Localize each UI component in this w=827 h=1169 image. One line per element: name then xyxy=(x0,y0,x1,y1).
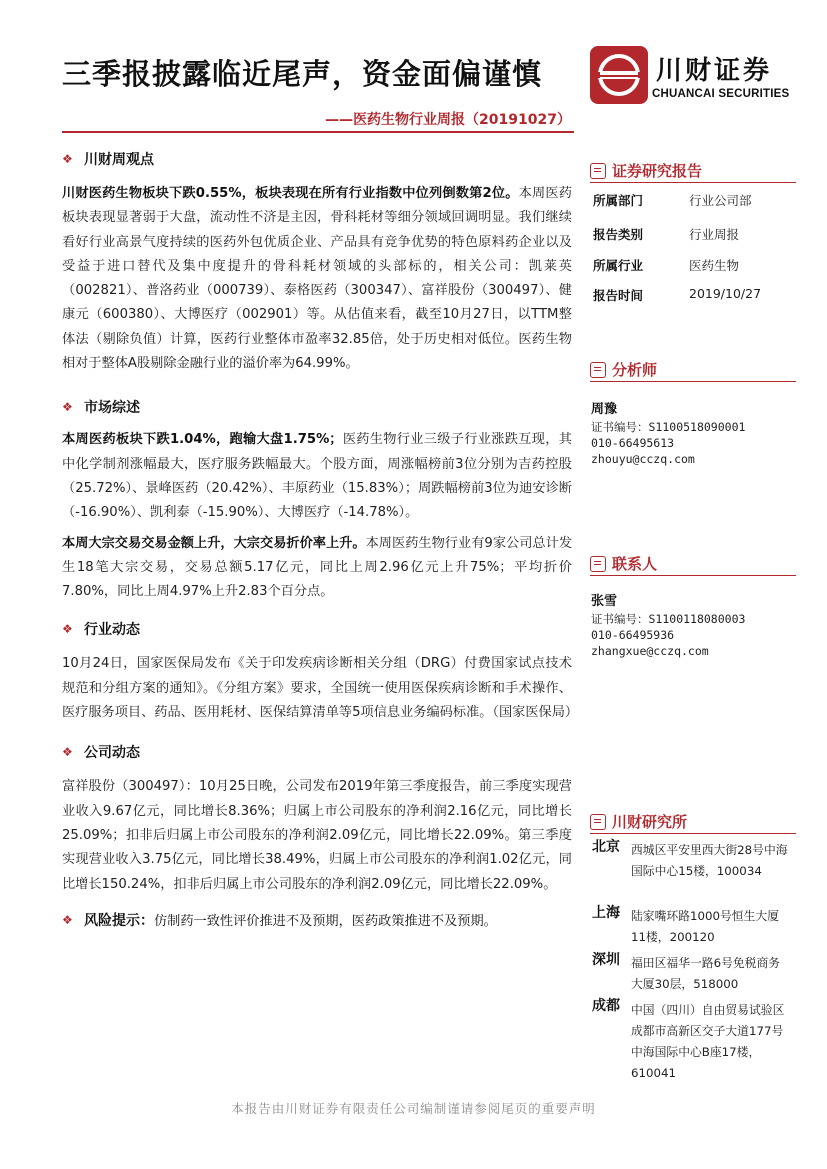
analyst-phone: 010-66495613 xyxy=(591,436,675,450)
market-paragraph-2 xyxy=(62,532,572,605)
section-title: 市场综述 xyxy=(84,400,140,417)
risk-line xyxy=(62,909,572,931)
office-city: 上海 xyxy=(592,905,620,921)
report-icon xyxy=(590,163,606,179)
office-address: 中国（四川）自由贸易试验区成都市高新区交子大道177号中海国际中心B座17楼，610041 xyxy=(631,1003,785,1080)
diamond-bullet-icon: ❖ xyxy=(62,745,73,760)
office-address: 陆家嘴环路1000号恒生大厦11楼，200120 xyxy=(631,909,779,944)
info-label: 所属部门 xyxy=(593,193,644,208)
analyst-email[interactable]: zhouyu@cczq.com xyxy=(591,452,695,466)
market-lead-1: 本周医药板块下跌1.04%，跑输大盘1.75%； xyxy=(62,432,343,448)
diamond-bullet-icon: ❖ xyxy=(62,152,73,166)
diamond-bullet-icon: ❖ xyxy=(62,912,73,927)
info-label: 所属行业 xyxy=(593,258,644,273)
institute-icon xyxy=(590,814,606,830)
analyst-icon xyxy=(590,362,606,378)
contact-icon xyxy=(590,556,606,572)
company-body: 富祥股份（300497）：10月25日晚，公司发布2019年第三季度报告，前三季度实现营业收入9.67亿元，同比增长8.36%；归属上市公司股东的净利润2.16亿元，同比增长25.09%；扣非后归属上市公司股东的净利润2.09亿元，同比增长22.09%。第三季度实现营业收入3.75亿元，同比增长38.49%，归属上市公司股东的净利润1.02亿元，同比增长150.24%，扣非后归属上市公司股东的净利润2.09亿元，同比增长22.09%。 xyxy=(62,779,572,892)
analyst-card xyxy=(591,398,745,467)
office-city: 北京 xyxy=(592,839,620,855)
sidebar-heading-analyst xyxy=(590,359,657,380)
sidebar-divider xyxy=(590,833,796,834)
section-title: 公司动态 xyxy=(84,745,140,762)
office-address: 西城区平安里西大街28号中海国际中心15楼，100034 xyxy=(631,843,788,878)
diamond-bullet-icon: ❖ xyxy=(62,400,73,415)
contact-card xyxy=(591,590,745,659)
sidebar-heading-institute xyxy=(590,811,687,832)
market-body-2: 本周医药生物行业有9家公司总计发生18笔大宗交易，交易总额5.17亿元，同比上周2.96亿元上升75%；平均折价7.80%，同比上周4.97%上升2.83个百分点。 xyxy=(62,535,573,600)
header-divider xyxy=(62,131,574,133)
sidebar-heading-text: 证券研究报告 xyxy=(612,162,703,180)
risk-body: 仿制药一致性评价推进不及预期，医药政策推进不及预期。 xyxy=(154,914,497,930)
sidebar-divider xyxy=(590,575,796,576)
company-logo xyxy=(590,46,790,106)
info-value: 医药生物 xyxy=(689,258,740,273)
sidebar-heading-text: 川财研究所 xyxy=(612,813,688,831)
analyst-cert: 证书编号：S1100518090001 xyxy=(591,420,746,434)
sidebar-divider xyxy=(590,381,796,382)
company-paragraph xyxy=(62,775,572,896)
office-city: 深圳 xyxy=(592,952,620,968)
office-address: 福田区福华一路6号免税商务大厦30层，518000 xyxy=(631,956,781,991)
analyst-name: 周豫 xyxy=(591,402,618,417)
logo-name-en: CHUANCAI SECURITIES xyxy=(652,88,790,100)
industry-paragraph xyxy=(62,652,579,725)
section-title: 行业动态 xyxy=(84,622,140,639)
footer-disclaimer: 本报告由川财证券有限责任公司编制谨请参阅尾页的重要声明 xyxy=(231,1101,596,1116)
contact-phone: 010-66495936 xyxy=(591,628,675,642)
sidebar-divider xyxy=(590,182,796,183)
market-lead-2: 本周大宗交易交易金额上升，大宗交易折价率上升。 xyxy=(62,535,366,551)
section-title: 川财周观点 xyxy=(84,152,154,168)
sidebar-heading-contact xyxy=(590,553,657,574)
sidebar-heading-text: 分析师 xyxy=(612,361,658,379)
contact-name: 张雪 xyxy=(591,594,618,609)
sidebar-heading-text: 联系人 xyxy=(612,555,658,573)
market-body-1: 医药生物行业三级子行业涨跌互现，其中化学制剂涨幅最大，医疗服务跌幅最大。个股方面，周涨幅榜前3位分别为吉药控股（25.72%）、景峰医药（20.42%）、丰原药业（15.83%）；周跌幅榜前3位为迪安诊断（-16.90%）、凯利泰（-15.90%）、大博医疗（-14.78%）。 xyxy=(62,432,572,521)
view-lead: 川财医药生物板块下跌0.55%，板块表现在所有行业指数中位列倒数第2位。 xyxy=(62,186,519,201)
view-paragraph xyxy=(62,182,572,376)
contact-cert: 证书编号：S1100118080003 xyxy=(591,612,746,626)
info-value: 2019/10/27 xyxy=(689,286,762,301)
section-heading-company xyxy=(62,741,572,763)
industry-body: 10月24日，国家医保局发布《关于印发疾病诊断相关分组（DRG）付费国家试点技术规范和分组方案的通知》。《分组方案》要求，全国统一使用医保疾病诊断和手术操作、医疗服务项目、药品、医用耗材、医保结算清单等5项信息业务编码标准。（国家医保局） xyxy=(62,656,579,721)
market-paragraph-1 xyxy=(62,428,572,525)
section-heading-view xyxy=(62,148,572,170)
report-subtitle: ——医药生物行业周报（20191027） xyxy=(325,112,571,128)
office-city: 成都 xyxy=(592,998,620,1014)
info-label: 报告类别 xyxy=(593,227,644,242)
section-heading-industry xyxy=(62,618,572,640)
info-value: 行业公司部 xyxy=(689,193,752,208)
risk-heading: 风险提示： xyxy=(84,912,154,929)
contact-email[interactable]: zhangxue@cczq.com xyxy=(591,644,709,658)
info-label: 报告时间 xyxy=(593,288,644,303)
sidebar-heading-report xyxy=(590,160,702,181)
main-content xyxy=(62,148,579,931)
diamond-bullet-icon: ❖ xyxy=(62,622,73,637)
view-body: 本周医药板块表现显著弱于大盘，流动性不济是主因，骨科耗材等细分领域回调明显。我们继续看好行业高景气度持续的医药外包优质企业、产品具有竞争优势的特色原料药企业以及受益于进口替代及集中度提升的骨科耗材领域的头部标的，相关公司：凯莱英（002821）、普洛药业（000739）、泰格医药（300347）、富祥股份（300497）、健康元（600380）、大博医疗（002901）等。从估值来看，截至10月27日，以TTM整体法（剔除负值）计算，医药行业整体市盈率32.85倍，处于历史相对低位。医药生物相对于整体A股剔除金融行业的溢价率为64.99%。 xyxy=(62,186,572,372)
page-title: 三季报披露临近尾声，资金面偏谨慎 xyxy=(62,57,543,91)
logo-name-cn: 川财证券 xyxy=(656,56,773,86)
info-value: 行业周报 xyxy=(689,227,740,242)
section-heading-market xyxy=(62,396,572,418)
logo-mark-icon xyxy=(590,46,648,104)
